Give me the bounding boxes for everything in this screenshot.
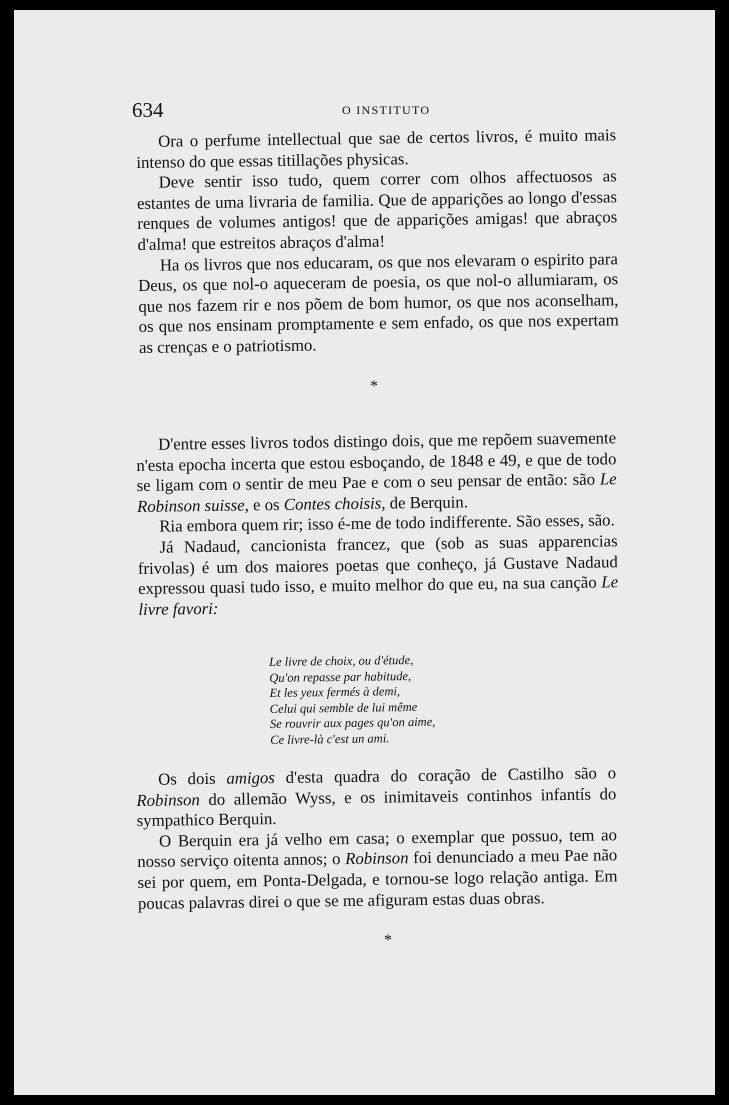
section-separator: *	[384, 932, 392, 949]
paragraph: D'entre esses livros todos distingo dois, que me repõem suavemente n'esta epocha incerta que estou esboçando, de 1848 e 49, e que de todo se ligam com o sentir de meu Pae e com o seu pensar de então: são Le Robinson suisse, e os Contes choisis, de Berquin.	[136, 428, 617, 516]
book-title: Robinson	[136, 789, 200, 810]
paragraph: Deve sentir isso tudo, quem correr com olhos affectuosos as estantes de uma livraria de familia. Que de apparições ao longo d'essas renques de volumes antigos! que de apparições amigas! que abraços d'alma! que estreitos abraços d'alma!	[136, 166, 618, 254]
paragraph: Ora o perfume intellectual que sae de certos livros, é muito mais intenso do que essas titillações physicas.	[136, 125, 617, 172]
poem-line: Et les yeux fermés à demi,	[269, 684, 401, 700]
page-header	[132, 98, 572, 128]
paragraph: O Berquin era já velho em casa; o exemplar que possuo, tem ao nosso serviço oitenta annos; o Robinson foi denunciado a meu Pae não sei por quem, em Ponta-Delgada, e tornou-se logo relação antiga. Em poucas palavras direi o que se me afiguram estas duas obras.	[137, 825, 618, 913]
paragraph: Ria embora quem rir; isso é-me de todo indifferente. São esses, são.	[159, 510, 615, 537]
song-title: Le livre favori:	[138, 572, 619, 619]
book-title: Contes choisis,	[283, 493, 386, 514]
book-title: Le Robinson suisse,	[136, 469, 617, 516]
section-separator: *	[370, 378, 378, 395]
page-number: 634	[132, 98, 164, 122]
poem-line: Celui qui semble de lui même	[269, 699, 418, 716]
paragraph: Os dois amigos d'esta quadra do coração de Castilho são o Robinson do allemão Wyss, e os inimitaveis continhos infantís do sympathico Berquin.	[136, 763, 617, 831]
emphasis: amigos	[226, 768, 276, 788]
poem-line: Ce livre-là c'est un ami.	[270, 730, 390, 747]
poem-line: Qu'on repasse par habitude,	[269, 668, 412, 685]
book-title: Robinson	[344, 848, 409, 869]
running-title: O INSTITUTO	[342, 103, 431, 117]
text-section-2	[136, 428, 619, 620]
text-section-1	[136, 125, 619, 358]
text-section-3	[136, 763, 618, 914]
paragraph: Ha os livros que nos educaram, os que nos elevaram o espirito para Deus, os que nol-o aqueceram de poesia, os que nol-o allumiaram, os que nos fazem rir e nos põem de bom humor, os que nos aconselham, os que nos ensinam promptamente e sem enfado, os que nos expertam as crenças e o patriotismo.	[138, 248, 619, 357]
poem-quote	[269, 651, 570, 748]
book-page	[14, 10, 715, 1095]
poem-line: Se rouvrir aux pages qu'on aime,	[269, 714, 436, 731]
poem-line: Le livre de choix, ou d'étude,	[269, 652, 414, 669]
paragraph: Já Nadaud, cancionista francez, que (sob as suas apparencias frivolas) é um dos maiores poetas que conheço, já Gustave Nadaud expressou quasi tudo isso, e muito melhor do que eu, na sua canção Le livre favori:	[137, 531, 619, 619]
